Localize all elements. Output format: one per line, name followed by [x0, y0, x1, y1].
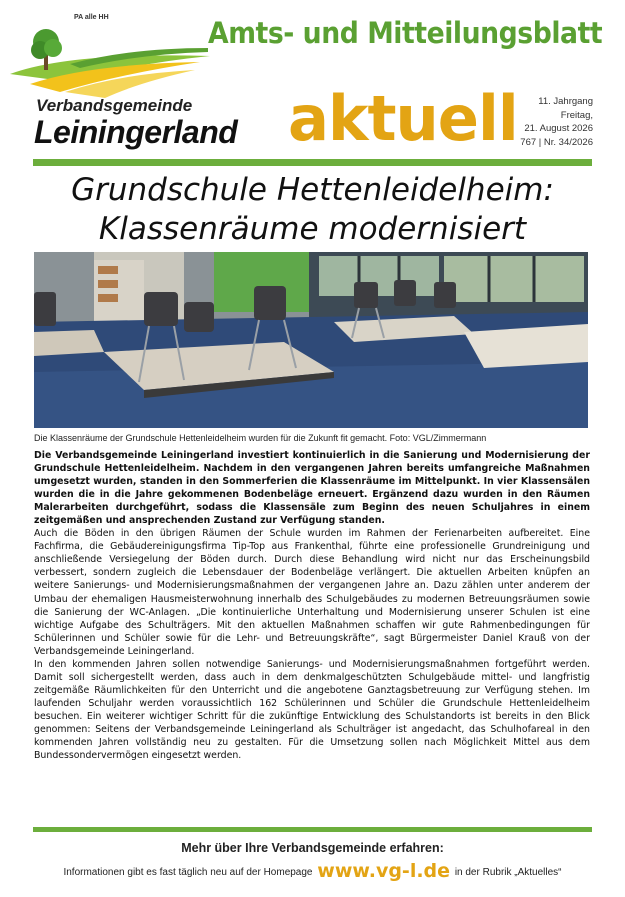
footer-divider: [33, 827, 592, 832]
photo-caption: Die Klassenräume der Grundschule Hettenleidelheim wurden für die Zukunft fit gemacht. Foto: VGL/Zimmermann: [34, 433, 487, 443]
verbandsgemeinde-logo: [10, 12, 210, 102]
footer-heading: Mehr über Ihre Verbandsgemeinde erfahren:: [181, 841, 444, 855]
publisher-name-line1: Verbandsgemeinde: [36, 96, 193, 115]
article-lead: Die Verbandsgemeinde Leiningerland investiert kontinuierlich in die Sanierung und Modernisierung der Grundschule Hettenleidelheim. Nachdem in den vergangenen Jahren bereits umfangreiche Maßnahmen umgesetzt wurden, standen in den Sommerferien die Klassenräume im Mittelpunkt. In vier Klassensälen wurden die in die Jahre gekommenen Bodenbeläge erneuert. Ergänzend dazu wurden in den Räumen Malerarbeiten durchgeführt, sodass die Klassensäle zum Beginn des neuen Schuljahres in einem zeitgemäßen und ansprechenden Zustand zur Verfügung standen.: [34, 450, 590, 527]
weekday-label: Freitag,: [560, 109, 593, 121]
article-headline: [33, 171, 592, 249]
issue-date: 21. August 2026: [524, 123, 593, 134]
article-body: [34, 449, 590, 762]
issue-number: 767 | Nr. 34/2026: [520, 136, 593, 148]
volume-label: 11. Jahrgang: [538, 96, 593, 107]
publisher-name-line2: Leiningerland: [34, 114, 238, 150]
issue-info: [520, 95, 593, 149]
header-divider: [33, 159, 592, 166]
article-paragraph-1: Auch die Böden in den übrigen Räumen der Schule wurden im Rahmen der Ferienarbeiten aufbereitet. Eine Fachfirma, die Gebäudereinigungsfirma Tip-Top aus Frankenthal, führte eine professionelle Grundreinigung und anschließende Versiegelung der Böden durch. Durch diese Behandlung wird nicht nur das Erscheinungsbild verbessert, sondern zugleich die Lebensdauer der Bodenbeläge verlängert. Die aktuellen Arbeiten knüpfen an weitere Sanierungs- und Modernisierungsmaßnahmen der vergangenen Jahre an. Dazu zählen unter anderem der Umbau der ehemaligen Hausmeisterwohnung innerhalb des Schulgebäudes zu modernen Betreuungsräumen sowie die Sanierung der WC-Anlagen. „Die kontinuierliche Unterhaltung und Modernisierung unserer Schulen ist eine wichtige Aufgabe des Schulträgers. Mit den aktuellen Maßnahmen schaffen wir gute Rahmenbedingungen für Schülerinnen und Schüler sowie für die Lehr- und Betreuungskräfte“, sagt Bürgermeister Daniel Krauß von der Verbandsgemeinde Leiningerland.: [34, 528, 590, 657]
classroom-illustration: [34, 252, 588, 428]
footer-info: [33, 860, 592, 882]
masthead-aktuell: aktuell: [288, 82, 518, 155]
headline-line1: Grundschule Hettenleidelheim:: [71, 172, 554, 208]
footer-text-after: in der Rubrik „Aktuelles“: [454, 867, 562, 878]
article-photo: [34, 252, 588, 428]
footer-text-before: Informationen gibt es fast täglich neu auf der Homepage: [63, 867, 313, 878]
masthead-title: Amts- und Mitteilungsblatt: [208, 16, 603, 50]
homepage-link[interactable]: www.vg-l.de: [317, 860, 451, 882]
headline-line2: Klassenräume modernisiert: [98, 211, 527, 247]
article-paragraph-2: In den kommenden Jahren sollen notwendige Sanierungs- und Modernisierungsmaßnahmen fortgeführt werden. Damit soll sichergestellt werden, dass auch in dem denkmalgeschützten Schulgebäude mittel- und langfristig zeitgemäße Räumlichkeiten für den Unterricht und die angebotene Ganztagsbetreuung zur Verfügung stehen. Im laufenden Schuljahr werden voraussichtlich 162 Schülerinnen und Schüler die Grundschule Hettenleidelheim besuchen. Ein weiterer wichtiger Schritt für die zukünftige Entwicklung des Schulstandorts ist bereits in den Blick genommen: Seitens der Verbandsgemeinde Leiningerland als Schulträger ist angedacht, das Schulhofareal in den kommenden Jahren vollständig neu zu gestalten. Für die Umsetzung sollen nach Möglichkeit Mittel aus dem Bundessondervermögen eingesetzt werden.: [34, 658, 590, 762]
distribution-tag: PA alle HH: [74, 14, 109, 21]
